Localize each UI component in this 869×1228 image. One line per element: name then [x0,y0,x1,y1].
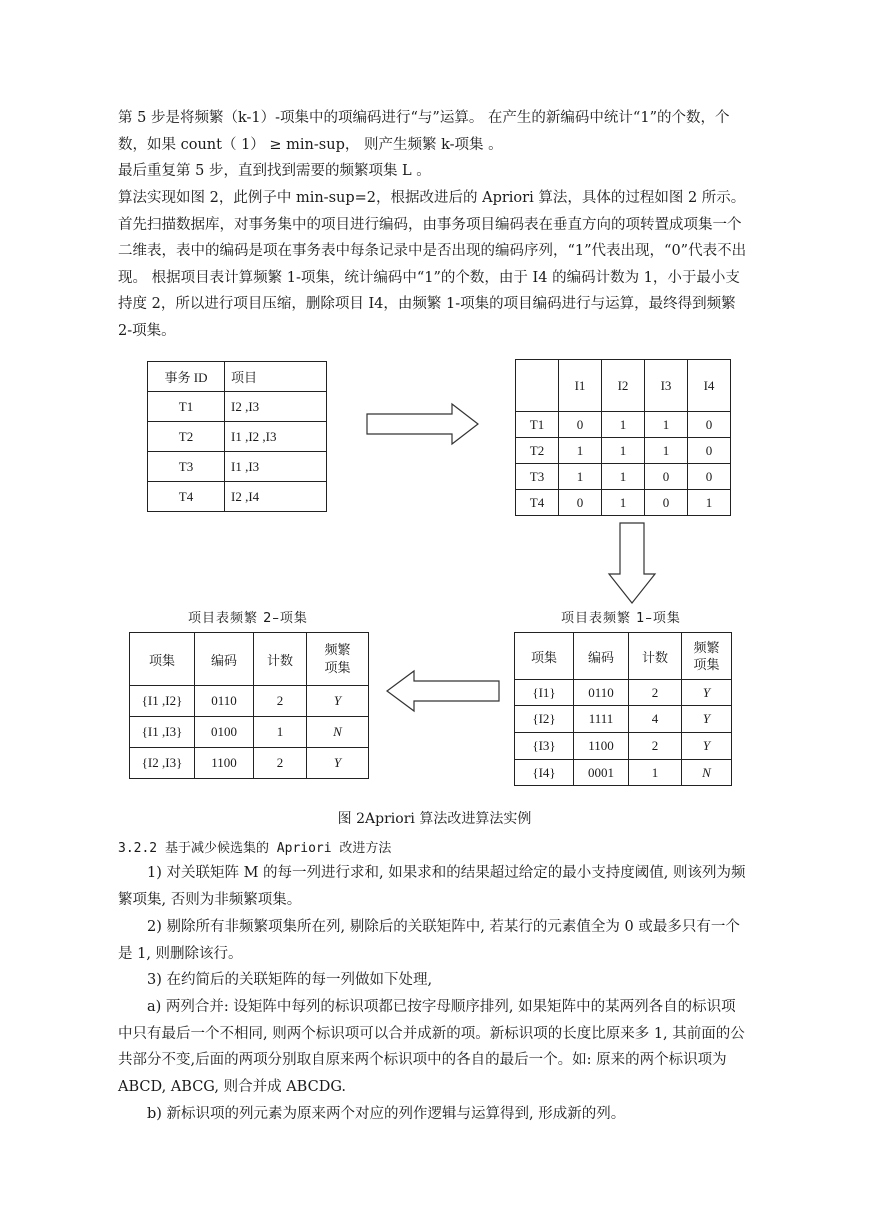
table-row [130,748,369,779]
table-row [515,706,732,733]
table-cell: Y [307,686,369,717]
header-transaction-id: 事务 ID [148,362,225,392]
table-cell: 1 [602,464,645,490]
paragraph-rule-2: 2) 剔除所有非频繁项集所在列, 剔除后的关联矩阵中, 若某行的元素值全为 0 或最多只有一个是 1, 则删除该行。 [118,919,740,962]
header-code: 编码 [574,633,629,680]
caption-frequent-1-itemsets: 项目表频繁 1–项集 [561,611,681,626]
header-code: 编码 [195,633,254,686]
header-itemset: 项集 [515,633,574,680]
frequent-2-itemset-table [129,632,369,779]
table-row [515,733,732,760]
table-cell: I1 ,I3 [225,452,327,482]
paragraph-repeat: 最后重复第 5 步，直到找到需要的频繁项集 L 。 [118,163,431,179]
table-row [516,490,731,516]
table-cell: N [307,717,369,748]
table-cell: 2 [254,748,307,779]
figure-caption: 图 2Apriori 算法改进算法实例 [337,811,532,827]
table-cell: 2 [254,686,307,717]
table-row [516,464,731,490]
header-count: 计数 [254,633,307,686]
table-cell: 1 [254,717,307,748]
table-cell: {I1 ,I3} [130,717,195,748]
table-cell: 0 [559,412,602,438]
table-cell: 1111 [574,706,629,733]
matrix-corner [516,360,559,412]
table-row [515,760,732,786]
table-cell: 1100 [574,733,629,760]
table-cell: 0 [688,412,731,438]
left-arrow-icon [386,670,500,712]
transaction-table [147,361,327,512]
table-row [515,680,732,706]
table-cell: Y [682,706,732,733]
table-cell: {I2} [515,706,574,733]
table-cell: I1 ,I2 ,I3 [225,422,327,452]
matrix-header: I3 [645,360,688,412]
header-frequent: 频繁 项集 [682,633,732,680]
table-row [516,412,731,438]
down-arrow-icon [608,522,656,604]
table-cell: 1 [559,464,602,490]
table-cell: {I3} [515,733,574,760]
paragraph-rule-a: a) 两列合并: 设矩阵中每列的标识项都已按字母顺序排列, 如果矩阵中的某两列各自的标识项中只有最后一个不相同, 则两个标识项可以合并成新的项。新标识项的长度比原来多 1, 其前面的公共部分不变,后面的两项分别取自原来两个标识项中的各自的最后一个。如: 原来的两个标识项为 ABCD, ABCG, 则合并成 ABCDG. [118,999,745,1095]
table-cell: T1 [516,412,559,438]
paragraph-step5: 第 5 步是将频繁（k-1）-项集中的项编码进行“与”运算。 在产生的新编码中统计“1”的个数，个数，如果 count（ 1） ≥ min-sup， 则产生频繁 k-项集 。 [118,110,730,153]
table-cell: T4 [148,482,225,512]
table-cell: 0110 [195,686,254,717]
table-cell: 0100 [195,717,254,748]
encoding-matrix-table [515,359,731,516]
matrix-header: I4 [688,360,731,412]
table-cell: T2 [516,438,559,464]
caption-frequent-2-itemsets: 项目表频繁 2–项集 [188,611,308,626]
table-cell: T2 [148,422,225,452]
table-cell: 2 [629,680,682,706]
table-cell: T4 [516,490,559,516]
table-row [148,482,327,512]
table-cell: 1 [559,438,602,464]
table-row [130,717,369,748]
table-cell: {I1} [515,680,574,706]
table-row [516,438,731,464]
table-cell: 1 [645,438,688,464]
header-count: 计数 [629,633,682,680]
matrix-header: I1 [559,360,602,412]
table-cell: 1 [602,412,645,438]
table-cell: Y [682,733,732,760]
table-cell: 0 [559,490,602,516]
table-row [148,392,327,422]
paragraph-rule-3: 3) 在约简后的关联矩阵的每一列做如下处理, [147,972,433,988]
table-cell: Y [682,680,732,706]
table-cell: {I4} [515,760,574,786]
table-cell: T3 [516,464,559,490]
table-cell: 0 [645,490,688,516]
table-cell: 0 [688,438,731,464]
table-cell: 1 [688,490,731,516]
table-cell: 1 [602,490,645,516]
table-row [148,452,327,482]
table-cell: {I1 ,I2} [130,686,195,717]
paragraph-rule-1: 1) 对关联矩阵 M 的每一列进行求和, 如果求和的结果超过给定的最小支持度阈值, 则该列为频繁项集, 否则为非频繁项集。 [118,865,746,908]
table-cell: 0110 [574,680,629,706]
matrix-header: I2 [602,360,645,412]
header-items: 项目 [225,362,327,392]
table-cell: 0 [645,464,688,490]
header-itemset: 项集 [130,633,195,686]
table-cell: Y [307,748,369,779]
table-row [148,422,327,452]
paragraph-rule-b: b) 新标识项的列元素为原来两个对应的列作逻辑与运算得到, 形成新的列。 [147,1106,626,1122]
table-cell: T1 [148,392,225,422]
table-cell: N [682,760,732,786]
table-cell: 2 [629,733,682,760]
table-cell: 0 [688,464,731,490]
table-row [130,686,369,717]
header-frequent: 频繁 项集 [307,633,369,686]
table-cell: 1100 [195,748,254,779]
table-cell: 1 [602,438,645,464]
table-cell: 1 [629,760,682,786]
table-cell: {I2 ,I3} [130,748,195,779]
table-cell: T3 [148,452,225,482]
paragraph-implementation: 算法实现如图 2，此例子中 min-sup=2，根据改进后的 Apriori 算法，具体的过程如图 2 所示。首先扫描数据库，对事务集中的项目进行编码，由事务项目编码表在垂直方向的项转置成项集一个二维表，表中的编码是项在事务表中每条记录中是否出现的编码序列，“1”代表出现，“0”代表不出现。 根据项目表计算频繁 1-项集，统计编码中“1”的个数，由于 I4 的编码计数为 1，小于最小支持度 2，所以进行项目压缩，删除项目 I4，由频繁 1-项集的项目编码进行与运算，最终得到频繁 2-项集。 [118,190,747,339]
table-cell: 0001 [574,760,629,786]
right-arrow-icon [366,403,480,445]
table-cell: 1 [645,412,688,438]
section-heading: 3.2.2 基于减少候选集的 Apriori 改进方法 [118,841,392,856]
table-cell: I2 ,I4 [225,482,327,512]
frequent-1-itemset-table [514,632,732,786]
table-cell: 4 [629,706,682,733]
table-cell: I2 ,I3 [225,392,327,422]
